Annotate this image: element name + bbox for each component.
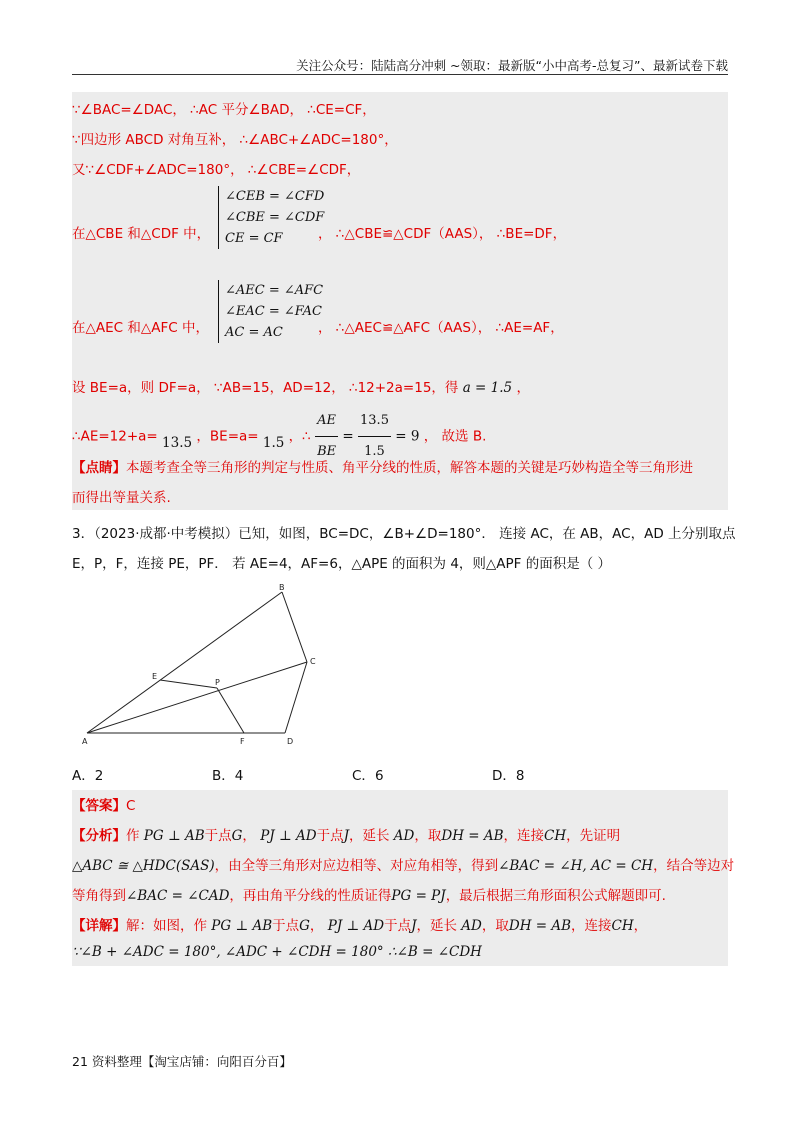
ae-value: 13.5 — [162, 434, 193, 451]
label-p: P — [215, 678, 220, 687]
solution-block — [72, 92, 728, 510]
fraction-values: $\frac{13.5}{1.5}$ — [358, 406, 391, 467]
be-value: 1.5 — [262, 434, 285, 451]
solution-line-7: ∴AE=12+a= 13.5 ，BE=a= 1.5 ，∴ $\frac{AE}{BE}$ = $\frac{13.5}{1.5}$ = 9 ， 故选 B. — [72, 406, 486, 467]
be-expression: ，BE=a= — [196, 428, 259, 445]
ae-expression: ∴AE=12+a= — [72, 428, 158, 445]
brace-2-row-1: ∠AEC = ∠AFC — [225, 283, 324, 298]
label-e: E — [152, 672, 158, 681]
analysis-tag: 【分析】 — [72, 828, 126, 844]
therefore-symbol: ，∴ — [288, 428, 311, 445]
brace-1-row-2: ∠CBE = ∠CDF — [225, 210, 325, 225]
solution-line-2: ∵四边形 ABCD 对角互补， ∴∠ABC+∠ADC=180°， — [72, 132, 398, 148]
page-header: 关注公众号：陆陆高分冲刺 ~领取：最新版“小中高考-总复习”、最新试卷下载 — [296, 58, 728, 73]
geometry-figure — [78, 584, 328, 750]
label-d: D — [287, 737, 294, 746]
segment-pf — [217, 688, 244, 733]
brace-1-row-3: CE = CF — [225, 231, 283, 246]
dianjing-line-2: 而得出等量关系. — [72, 490, 171, 506]
question-line-1: 3．（2023·成都·中考模拟）已知，如图，BC=DC，∠B+∠D=180°． 连接 AC，在 AB，AC，AD 上分别取点 — [72, 526, 736, 542]
question-line-2: E，P，F，连接 PE，PF． 若 AE=4，AF=6，△APE 的面积为 4，则△APF 的面积是（ ） — [72, 556, 612, 572]
label-f: F — [240, 737, 245, 746]
solution-line-3: 又∵∠CDF+∠ADC=180°， ∴∠CBE=∠CDF， — [72, 162, 361, 178]
fraction-result: = 9 — [395, 428, 420, 445]
detail-line-1: 【详解】解：如图，作 PG ⊥ AB于点G， PJ ⊥ AD于点J，延长 AD，取DH = AB，连接CH， — [72, 918, 648, 934]
choice-a[interactable]: A．2 — [72, 768, 104, 784]
footer-text: 资料整理【淘宝店铺：向阳百分百】 — [91, 1054, 292, 1069]
choice-d[interactable]: D．8 — [492, 768, 525, 784]
page-number: 21 — [72, 1054, 88, 1069]
choice-b[interactable]: B．4 — [212, 768, 244, 784]
solution-line-6-math: a = 1.5 — [462, 380, 513, 396]
detail-line-2: ∵∠B + ∠ADC = 180°, ∠ADC + ∠CDH = 180° ∴∠B = ∠CDH — [72, 944, 482, 960]
solution-line-5-prefix: 在△AEC 和△AFC 中， — [72, 320, 209, 336]
solution-line-4-suffix: ， ∴△CBE≌△CDF（AAS）， ∴BE=DF， — [318, 226, 567, 242]
segment-bc — [282, 592, 307, 662]
detail-tag: 【详解】 — [72, 918, 126, 934]
dianjing-tag: 【点睛】 — [72, 460, 126, 476]
analysis-line-2: △ABC ≅ △HDC(SAS)，由全等三角形对应边相等、对应角相等，得到∠BAC = ∠H, AC = CH，结合等边对 — [72, 858, 735, 874]
dianjing-line-1: 【点睛】本题考查全等三角形的判定与性质、角平分线的性质，解答本题的关键是巧妙构造全等三角形进 — [72, 460, 693, 476]
analysis-line-3: 等角得到∠BAC = ∠CAD，再由角平分线的性质证得PG = PJ，最后根据三角形面积公式解题即可. — [72, 888, 666, 904]
solution-line-5-suffix: ， ∴△AEC≌△AFC（AAS）， ∴AE=AF， — [318, 320, 564, 336]
segment-ac — [87, 662, 307, 733]
answer-tag: 【答案】 — [72, 798, 126, 814]
solution-line-6-text: 设 BE=a，则 DF=a， ∵AB=15，AD=12， ∴12+2a=15，得 — [72, 380, 459, 396]
choice-c[interactable]: C．6 — [352, 768, 384, 784]
solution-line-6: 设 BE=a，则 DF=a， ∵AB=15，AD=12， ∴12+2a=15，得 a = 1.5 ， — [72, 380, 530, 396]
header-divider — [72, 74, 728, 75]
label-c: C — [310, 657, 316, 666]
segment-cd — [285, 662, 307, 733]
page-footer — [72, 1052, 292, 1070]
brace-system-2 — [218, 280, 323, 343]
brace-2-row-2: ∠EAC = ∠FAC — [225, 304, 322, 319]
fraction-ae-be: $\frac{AE}{BE}$ — [315, 406, 338, 467]
label-b: B — [279, 584, 285, 592]
solution-line-1: ∵∠BAC=∠DAC， ∴AC 平分∠BAD， ∴CE=CF， — [72, 102, 376, 118]
answer-line — [72, 794, 135, 814]
brace-1-row-1: ∠CEB = ∠CFD — [225, 189, 325, 204]
segment-ab — [87, 592, 282, 733]
segment-pe — [160, 680, 217, 688]
analysis-line-1: 【分析】作 PG ⊥ AB于点G， PJ ⊥ AD于点J，延长 AD，取DH = AB，连接CH，先证明 — [72, 828, 621, 844]
choose-b: ， 故选 B. — [423, 428, 487, 445]
brace-system-1 — [218, 186, 324, 249]
brace-2-row-3: AC = AC — [225, 325, 283, 340]
solution-line-4-prefix: 在△CBE 和△CDF 中， — [72, 226, 211, 242]
label-a: A — [82, 737, 88, 746]
answer-block — [72, 790, 735, 966]
answer-value: C — [126, 798, 136, 814]
